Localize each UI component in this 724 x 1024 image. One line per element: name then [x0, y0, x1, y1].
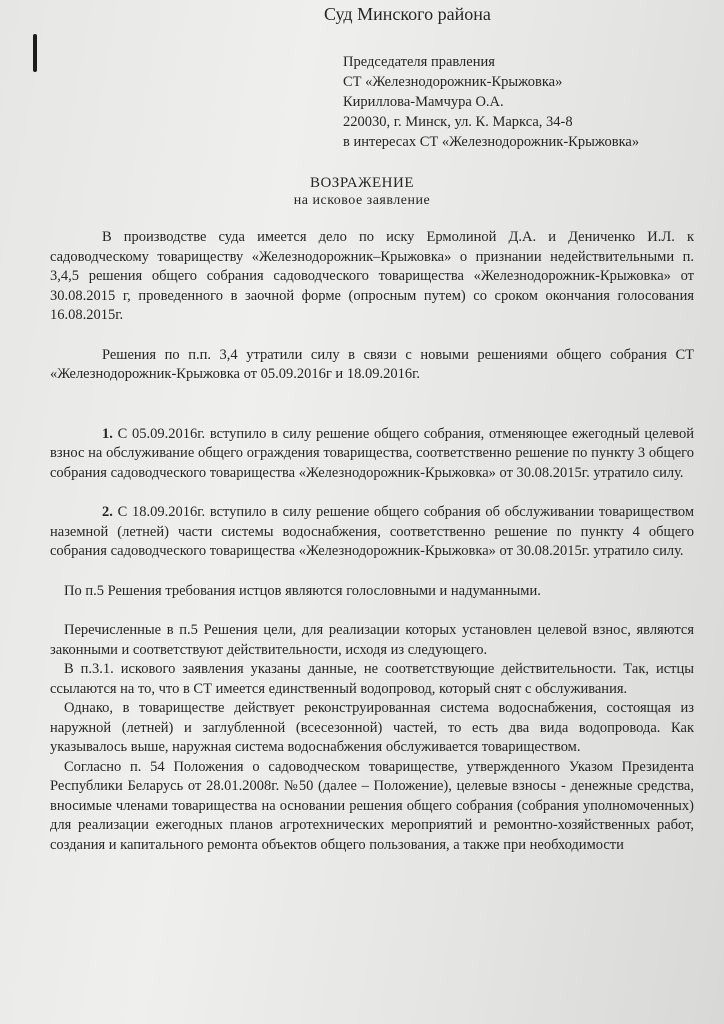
item-text: С 05.09.2016г. вступило в силу решение общего собрания, отменяющее ежегодный целевой взнос на обслуживание общего ограждения товарищества, соответственно решение по пункту 3 общего собрания садоводческого товарищества «Железнодорожник-Крыжовка» от 30.08.2015г. утратило силу.: [50, 425, 695, 481]
paragraph: В производстве суда имеется дело по иску Ермолиной Д.А. и Дениченко И.Л. к садоводческому товариществу «Железнодорожник–Крыжовка» о признании недействительными п. 3,4,5 решения общего собрания садоводческого товарищества «Железнодорожник-Крыжовка» от 30.08.2015 г, проведенного в заочной форме (опросным путем) со сроком окончания голосования 16.08.2015г.: [50, 229, 694, 323]
document-body: [50, 228, 694, 855]
sender-block: [343, 52, 639, 152]
sender-line: СТ «Железнодорожник-Крыжовка»: [343, 74, 563, 90]
paragraph: Согласно п. 54 Положения о садоводческом товариществе, утвержденного Указом Президента Республики Беларусь от 28.01.2008г. №50 (далее – Положение), целевые взносы - денежные средства, вносимые членами товарищества на основании решения общего собрания (собрания уполномоченных) для реализации ежегодных планов агротехнических мероприятий и ремонтно-хозяйственных работ, создания и капитального ремонта объектов общего пользования, а также при необходимости: [50, 758, 694, 853]
title-sub: на исковое заявление: [293, 193, 431, 208]
item-number: 1.: [102, 425, 113, 442]
paragraph: Решения по п.п. 3,4 утратили силу в связи с новыми решениями общего собрания СТ «Железнодорожник-Крыжовка от 05.09.2016г и 18.09.2016г.: [50, 346, 694, 382]
paragraph: В п.3.1. искового заявления указаны данные, не соответствующие действительности. Так, истцы ссылаются на то, что в СТ имеется единственный водопровод, который снят с обслуживания.: [50, 661, 694, 697]
numbered-item-2: [50, 503, 694, 562]
item-text: С 18.09.2016г. вступило в силу решение общего собрания об обслуживании товариществом наземной (летней) части системы водоснабжения, соответственно решение по пункту 4 общего собрания садоводческого товарищества «Железнодорожник-Крыжовка» от 30.08.2015г. утратило силу.: [50, 504, 695, 559]
court-name: Суд Минского района: [324, 4, 491, 24]
pen-mark: [33, 34, 37, 72]
sender-line: в интересах СТ «Железнодорожник-Крыжовка»: [343, 134, 640, 150]
sender-line: Председателя правления: [343, 54, 495, 70]
sender-line: 220030, г. Минск, ул. К. Маркса, 34-8: [343, 114, 573, 130]
title-main: ВОЗРАЖЕНИЕ: [309, 175, 415, 191]
numbered-item-1: [50, 425, 694, 484]
paragraph: Однако, в товариществе действует реконструированная система водоснабжения, состоящая из наружной (летней) и заглубленной (всесезонной) частей, то есть два вида водопровода. Как указывалось выше, наружная система водоснабжения обслуживается товариществом.: [50, 700, 694, 755]
paragraph: Перечисленные в п.5 Решения цели, для реализации которых установлен целевой взнос, являются законными и соответствуют действительности, исходя из следующего.: [50, 622, 694, 658]
sender-line: Кириллова-Мамчура О.А.: [343, 94, 504, 110]
paragraph: По п.5 Решения требования истцов являются голословными и надуманными.: [64, 582, 541, 599]
item-number: 2.: [102, 504, 113, 520]
document-title: [0, 175, 724, 209]
